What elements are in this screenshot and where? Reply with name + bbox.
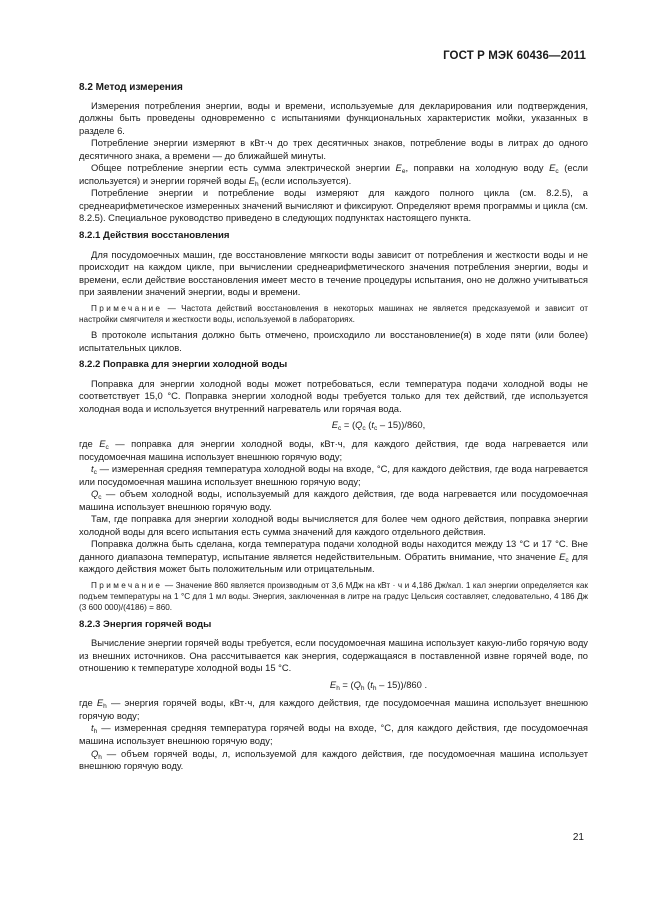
- definition: $Q_h$ — объем горячей воды, л, используемой для каждого действия, где посудомоечная машина использует внешнюю горячую воду.: [79, 747, 588, 772]
- document-body: [79, 78, 588, 773]
- definition: где $E_c$ — поправка для энергии холодной воды, кВт·ч, для каждого действия, где вода нагревается или посудомоечная машина использует внешнюю горячую воду;: [79, 437, 588, 462]
- paragraph: Потребление энергии и потребление воды измеряют для каждого полного цикла (см. 8.2.5), а среднеарифметическое измеренных значений вычисляют и фиксируют. Определяют время программы и цикла (см. 8.2.5). Специальное руководство приведено в следующих подпунктах настоящего пункта.: [79, 187, 588, 224]
- section-8-2-2-heading: 8.2.2 Поправка для энергии холодной воды: [79, 359, 288, 371]
- section-8-2-1-heading: 8.2.1 Действия восстановления: [79, 230, 230, 242]
- note: Примечание — Частота действий восстановления в некоторых машинах не является предсказуемой и зависит от настройки смягчителя и жесткости воды, используемой в лабораториях.: [79, 303, 588, 324]
- paragraph: Общее потребление энергии есть сумма электрической энергии $E_e$, поправки на холодную воду $E_c$ (если используется) и энергии горячей воды $E_h$ (если используется).: [79, 162, 588, 188]
- section-8-2-heading: 8.2 Метод измерения: [79, 82, 183, 93]
- paragraph: Поправка для энергии холодной воды может потребоваться, если температура подачи холодной воды не соответствует 15,0 °С. Поправка энергии холодной воды требуется только для тех действий, где используется холодная вода и используется внутренний нагреватель или горячая вода.: [79, 377, 588, 414]
- definition: $t_h$ — измеренная средняя температура горячей воды на входе, °С, для каждого действия, где посудомоечная машина использует внешнюю горячую воду;: [79, 722, 588, 746]
- paragraph: Измерения потребления энергии, воды и времени, используемые для декларирования или подтверждения, должны быть проведены одновременно с испытаниями функциональных характеристик мойки, указанных в разделе 6.: [79, 99, 588, 136]
- paragraph: Поправка должна быть сделана, когда температура подачи холодной воды находится между 13 °С и 17 °С. Вне данного диапазона температур, испытание является недействительным. Обратить внимание, что значение $E_c$ для каждого действия может быть положительным или отрицательным.: [79, 538, 588, 575]
- paragraph: В протоколе испытания должно быть отмечено, происходило ли восстановление(я) в ходе пяти (или более) испытательных циклов.: [79, 329, 588, 353]
- definition: $Q_c$ — объем холодной воды, используемый для каждого действия, где вода нагревается или посудомоечная машина использует внешнюю горячую воду.: [79, 488, 588, 512]
- note: Примечание — Значение 860 является производным от 3,6 МДж на кВт · ч и 4,186 Дж/кал. 1 кал энергии определяется как подъем температуры на 1 °С для 1 мл воды. Энергия, заключенная в литре на градус Цельсия составляет, следовательно, 4 186 Дж (3 600 000)/(4186) = 860.: [79, 581, 588, 613]
- page-number: 21: [572, 832, 584, 843]
- paragraph: Там, где поправка для энергии холодной воды вычисляется для более чем одного действия, поправка энергии холодной воды для всего испытания есть сумма значений для каждого отдельного действия.: [79, 513, 588, 537]
- section-8-2-3-heading: 8.2.3 Энергия горячей воды: [79, 618, 212, 630]
- paragraph: Для посудомоечных машин, где восстановление мягкости воды зависит от потребления и жесткости воды и не происходит на каждом цикле, при вычислении среднеарифметического значения потребления энергии, воды и времени, если действие восстановления имеет место в течение процедуры испытания, оно не должно учитываться при заявлении значений энергии, воды и времени.: [79, 248, 588, 298]
- definition: где $E_h$ — энергия горячей воды, кВт·ч, для каждого действия, где посудомоечная машина использует внешнюю горячую воду;: [79, 697, 588, 721]
- paragraph: Потребление энергии измеряют в кВт·ч до трех десятичных знаков, потребление воды в литрах до одного десятичного знака, а времени — до ближайшей минуты.: [79, 137, 588, 161]
- formula-hot-water: $E_h = (Q_h$ $(t_h - 15))/860$ .: [329, 678, 428, 692]
- definition: $t_c$ — измеренная средняя температура холодной воды на входе, °С, для каждого действия, где вода нагревается или посудомоечная машина использует внешнюю горячую воду;: [79, 463, 588, 487]
- document-id-header: ГОСТ Р МЭК 60436—2011: [443, 50, 586, 62]
- paragraph: Вычисление энергии горячей воды требуется, если посудомоечная машина использует какую-либо горячую воду из внешних источников. Она рассчитывается как энергия, содержащаяся в поставленной извне горячей воде, по отношению к температуре холодной воды 15 °С.: [79, 637, 588, 674]
- formula-cold-water: $E_c = (Q_c$ $(t_c - 15))/860$,: [331, 419, 426, 433]
